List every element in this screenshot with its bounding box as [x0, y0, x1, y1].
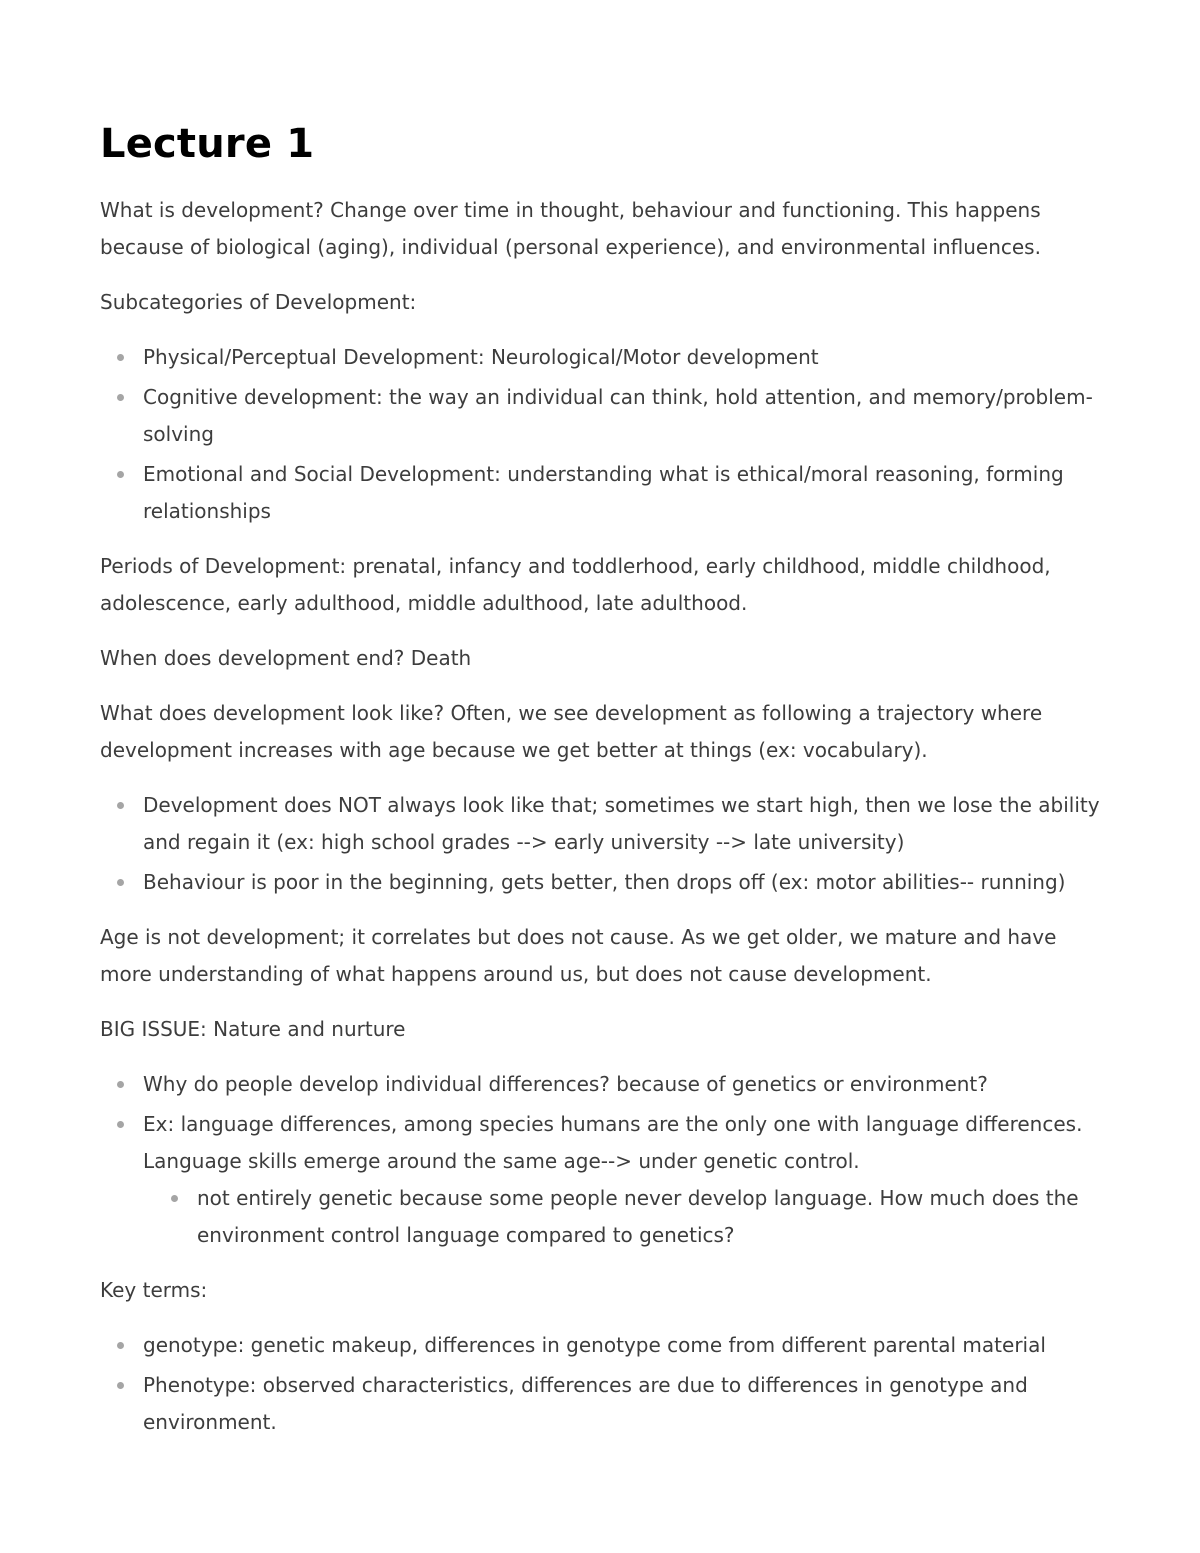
paragraph-subcategories-heading: Subcategories of Development: [100, 290, 417, 314]
paragraph-age-note: Age is not development; it correlates but does not cause. As we get older, we mature and have more understanding of what happens around us, but does not cause development. [100, 925, 1057, 986]
list-item: Emotional and Social Development: understanding what is ethical/moral reasoning, forming relationships [143, 456, 1100, 530]
nested-list-item: not entirely genetic because some people never develop language. How much does the environment control language compared to genetics? [197, 1180, 1100, 1254]
page-title: Lecture 1 [100, 121, 315, 167]
paragraph-key-terms-heading: Key terms: [100, 1278, 208, 1302]
trajectory-list [100, 787, 1100, 901]
paragraph-trajectory-intro: What does development look like? Often, we see development as following a trajectory where development increases with age because we get better at things (ex: vocabulary). [100, 701, 1043, 762]
paragraph-periods: Periods of Development: prenatal, infancy and toddlerhood, early childhood, middle childhood, adolescence, early adulthood, middle adulthood, late adulthood. [100, 554, 1051, 615]
list-item: Development does NOT always look like that; sometimes we start high, then we lose the ability and regain it (ex: high school grades --> early university --> late university) [143, 787, 1100, 861]
paragraph-intro: What is development? Change over time in thought, behaviour and functioning. This happens because of biological (aging), individual (personal experience), and environmental influences. [100, 198, 1041, 259]
subcategories-list [100, 339, 1100, 530]
list-item: Why do people develop individual differences? because of genetics or environment? [143, 1066, 1100, 1103]
paragraph-when-end: When does development end? Death [100, 646, 472, 670]
paragraph-big-issue-heading: BIG ISSUE: Nature and nurture [100, 1017, 406, 1041]
list-item: genotype: genetic makeup, differences in genotype come from different parental material [143, 1327, 1100, 1364]
list-item: Physical/Perceptual Development: Neurological/Motor development [143, 339, 1100, 376]
list-item: Behaviour is poor in the beginning, gets better, then drops off (ex: motor abilities-- running) [143, 864, 1100, 901]
list-item: Cognitive development: the way an individual can think, hold attention, and memory/problem-solving [143, 379, 1100, 453]
list-item-text: Ex: language differences, among species humans are the only one with language differences. Language skills emerge around the same age--> under genetic control. [143, 1112, 1083, 1173]
big-issue-sublist [143, 1180, 1100, 1254]
list-item [143, 1106, 1100, 1254]
document-page [100, 120, 1100, 1441]
list-item: Phenotype: observed characteristics, differences are due to differences in genotype and environment. [143, 1367, 1100, 1441]
key-terms-list [100, 1327, 1100, 1441]
big-issue-list [100, 1066, 1100, 1254]
